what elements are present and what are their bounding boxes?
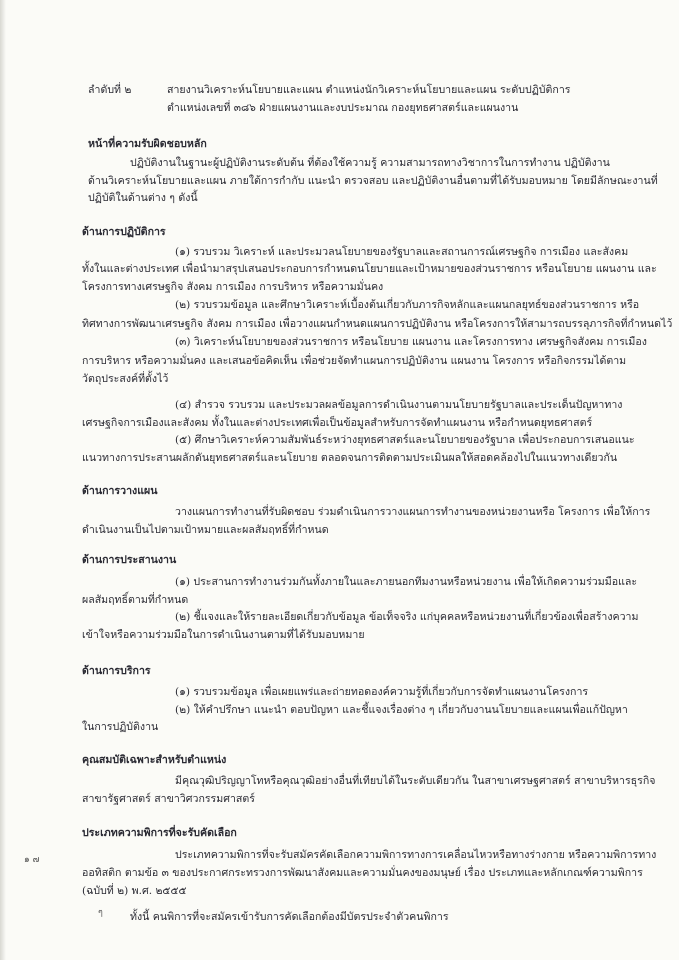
operations-line: (๔) สำรวจ รวบรวม และประมวลผลข้อมูลการดำเนินงานตามนโยบายรัฐบาลและประเด็นปัญหาทาง — [175, 399, 623, 411]
service-line: (๑) รวบรวมข้อมูล เพื่อเผยแพร่และถ่ายทอดองค์ความรู้ที่เกี่ยวกับการจัดทำแผนงานโครงการ — [175, 686, 589, 698]
planning-line: ดำเนินงานเป็นไปตามเป้าหมายและผลสัมฤทธิ์ที่กำหนด — [82, 524, 329, 536]
operations-line: วัตถุประสงค์ที่ตั้งไว้ — [82, 373, 169, 385]
qualification-title: คุณสมบัติเฉพาะสำหรับตำแหน่ง — [82, 754, 227, 766]
duties-title: หน้าที่ความรับผิดชอบหลัก — [88, 138, 207, 150]
qualification-line: สาขารัฐศาสตร์ สาขาวิศวกรรมศาสตร์ — [82, 793, 255, 805]
disability-title: ประเภทความพิการที่จะรับคัดเลือก — [82, 827, 237, 839]
coordination-line: ผลสัมฤทธิ์ตามที่กำหนด — [82, 594, 189, 606]
operations-line: (๕) ศึกษาวิเคราะห์ความสัมพันธ์ระหว่างยุทธศาสตร์และนโยบายของรัฐบาล เพื่อประกอบการเสนอแนะ — [175, 434, 635, 446]
duties-intro-3: ปฏิบัติในด้านต่าง ๆ ดังนี้ — [88, 192, 198, 204]
coordination-title: ด้านการประสานงาน — [82, 554, 177, 566]
coordination-line: (๒) ชี้แจงและให้รายละเอียดเกี่ยวกับข้อมูล ข้อเท็จจริง แก่บุคคลหรือหน่วยงานที่เกี่ยวข้องเพื่อสร้างความ — [175, 611, 639, 623]
position-line-1: สายงานวิเคราะห์นโยบายและแผน ตำแหน่งนักวิเคราะห์นโยบายและแผน ระดับปฏิบัติการ — [167, 84, 571, 96]
coordination-line: เข้าใจหรือความร่วมมือในการดำเนินงานตามที่ได้รับมอบหมาย — [82, 629, 365, 641]
disability-line: ออทิสติก ตามข้อ ๓ ของประกาศกระทรวงการพัฒนาสังคมและความมั่นคงของมนุษย์ เรื่อง ประเภทและหลักเกณฑ์ความพิการ — [82, 867, 643, 879]
duties-intro-1: ปฏิบัติงานในฐานะผู้ปฏิบัติงานระดับต้น ที่ต้องใช้ความรู้ ความสามารถทางวิชาการในการทำงาน ปฏิบัติงาน — [130, 157, 610, 169]
disability-note: ทั้งนี้ คนพิการที่จะสมัครเข้ารับการคัดเลือกต้องมีบัตรประจำตัวคนพิการ — [130, 911, 449, 923]
operations-line: เศรษฐกิจการเมืองและสังคม ทั้งในและต่างประเทศเพื่อเป็นข้อมูลสำหรับการจัดทำแผนงาน หรือกำหนดยุทธศาสตร์ — [82, 417, 593, 429]
disability-line: ประเภทความพิการที่จะรับสมัครคัดเลือกความพิการทางการเคลื่อนไหวหรือทางร่างกาย หรือความพิการทาง — [175, 849, 657, 861]
operations-line: ทั้งในและต่างประเทศ เพื่อนำมาสรุปเสนอประกอบการกำหนดนโยบายและเป้าหมายของส่วนราชการ หรือนโยบาย แผนงาน และ — [82, 263, 657, 275]
margin-mark: ๆ — [98, 908, 103, 918]
operations-line: (๓) วิเคราะห์นโยบายของส่วนราชการ หรือนโยบาย แผนงาน และโครงการทาง เศรษฐกิจสังคม การเมือง — [175, 336, 647, 348]
service-title: ด้านการบริการ — [82, 665, 151, 677]
order-label: ลำดับที่ ๒ — [88, 84, 132, 96]
duties-intro-2: ด้านวิเคราะห์นโยบายและแผน ภายใต้การกำกับ แนะนำ ตรวจสอบ และปฏิบัติงานอื่นตามที่ได้รับมอบหมาย โดยมีลักษณะงานที่ — [88, 175, 658, 187]
operations-line: ทิศทางการพัฒนาเศรษฐกิจ สังคม การเมือง เพื่อวางแผนกำหนดแผนการปฏิบัติงาน หรือโครงการให้สามารถบรรลุภารกิจที่กำหนดไว้ — [82, 318, 673, 330]
service-line: ในการปฏิบัติงาน — [82, 721, 159, 733]
qualification-line: มีคุณวุฒิปริญญาโทหรือคุณวุฒิอย่างอื่นที่เทียบได้ในระดับเดียวกัน ในสาขาเศรษฐศาสตร์ สาขาบริหารธุรกิจ — [175, 775, 656, 787]
service-line: (๒) ให้คำปรึกษา แนะนำ ตอบปัญหา และชี้แจงเรื่องต่าง ๆ เกี่ยวกับงานนโยบายและแผนเพื่อแก้ปัญหา — [175, 704, 628, 716]
scan-edge — [0, 0, 6, 960]
planning-line: วางแผนการทำงานที่รับผิดชอบ ร่วมดำเนินการวางแผนการทำงานของหน่วยงานหรือ โครงการ เพื่อให้การ — [175, 506, 651, 518]
operations-line: แนวทางการประสานผลักดันยุทธศาสตร์และนโยบาย ตลอดจนการติดตามประเมินผลให้สอดคล้องไปในแนวทางเดียวกัน — [82, 452, 618, 464]
coordination-line: (๑) ประสานการทำงานร่วมกันทั้งภายในและภายนอกทีมงานหรือหน่วยงาน เพื่อให้เกิดความร่วมมือและ — [175, 576, 638, 588]
margin-mark: ๑ ๗ — [24, 855, 40, 865]
planning-title: ด้านการวางแผน — [82, 485, 158, 497]
operations-title: ด้านการปฏิบัติการ — [82, 226, 166, 238]
operations-line: โครงการทางเศรษฐกิจ สังคม การเมือง การบริหาร หรือความมั่นคง — [82, 281, 384, 293]
operations-line: การบริหาร หรือความมั่นคง และเสนอข้อคิดเห็น เพื่อช่วยจัดทำแผนการปฏิบัติงาน แผนงาน โครงการ หรือกิจกรรมได้ตาม — [82, 355, 627, 367]
position-line-2: ตำแหน่งเลขที่ ๓๘๖ ฝ่ายแผนงานและงบประมาณ กองยุทธศาสตร์และแผนงาน — [167, 102, 519, 114]
operations-line: (๒) รวบรวมข้อมูล และศึกษาวิเคราะห์เบื้องต้นเกี่ยวกับภารกิจหลักและแผนกลยุทธ์ของส่วนราชการ หรือ — [175, 299, 640, 311]
disability-line: (ฉบับที่ ๒) พ.ศ. ๒๕๕๕ — [82, 885, 187, 897]
operations-line: (๑) รวบรวม วิเคราะห์ และประมวลนโยบายของรัฐบาลและสถานการณ์เศรษฐกิจ การเมือง และสังคม — [175, 246, 629, 258]
